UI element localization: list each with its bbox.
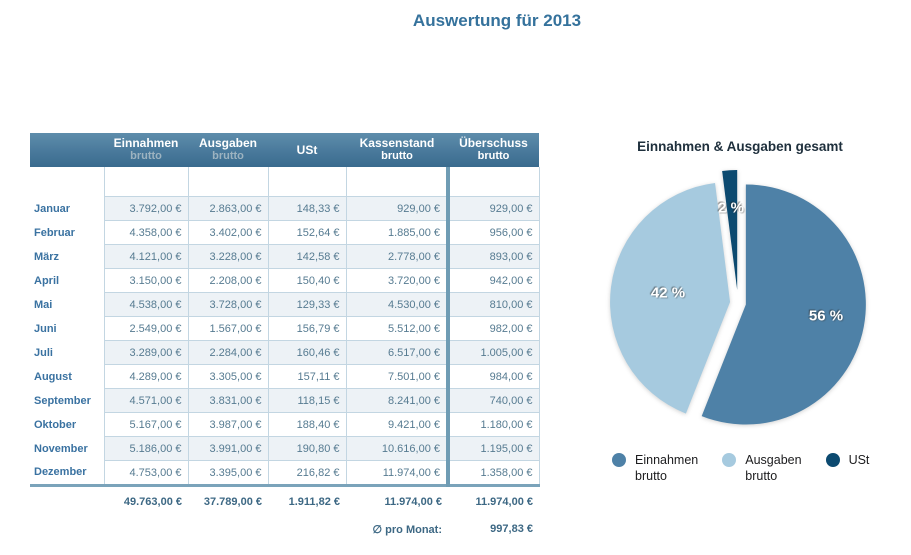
value-cell: 216,82 € (268, 461, 346, 486)
value-cell: 11.974,00 € (346, 461, 448, 486)
value-cell: 3.289,00 € (104, 341, 188, 365)
total-cell: 37.789,00 € (188, 486, 268, 518)
value-cell: 4.358,00 € (104, 221, 188, 245)
table-header-row (30, 133, 539, 167)
column-subheader: brutto (477, 150, 510, 162)
value-cell: 6.517,00 € (346, 341, 448, 365)
data-table (30, 133, 540, 541)
pie-slice-label: 56 % (808, 307, 844, 325)
value-cell: 2.208,00 € (188, 269, 268, 293)
month-label: November (30, 437, 104, 461)
value-cell: 9.421,00 € (346, 413, 448, 437)
pie-chart (595, 158, 895, 458)
table-row (30, 197, 539, 221)
value-cell: 5.167,00 € (104, 413, 188, 437)
value-cell: 929,00 € (346, 197, 448, 221)
value-cell: 156,79 € (268, 317, 346, 341)
table-row (30, 221, 539, 245)
average-value: 997,83 € (448, 517, 539, 541)
value-cell: 3.150,00 € (104, 269, 188, 293)
value-cell: 1.180,00 € (448, 413, 539, 437)
value-cell: 160,46 € (268, 341, 346, 365)
total-cell: 1.911,82 € (268, 486, 346, 518)
value-cell: 190,80 € (268, 437, 346, 461)
legend-item (722, 452, 801, 484)
value-cell: 118,15 € (268, 389, 346, 413)
monthly-report-table (30, 133, 540, 541)
value-cell: 5.186,00 € (104, 437, 188, 461)
value-cell: 3.728,00 € (188, 293, 268, 317)
column-subheader: brutto (381, 150, 413, 162)
pie-slice-label: 2 % (718, 199, 744, 217)
legend-color-dot (722, 453, 736, 467)
value-cell: 142,58 € (268, 245, 346, 269)
value-cell: 2.863,00 € (188, 197, 268, 221)
column-subheader: brutto (130, 150, 162, 162)
value-cell: 1.195,00 € (448, 437, 539, 461)
value-cell: 10.616,00 € (346, 437, 448, 461)
legend-item (612, 452, 698, 484)
value-cell: 3.402,00 € (188, 221, 268, 245)
month-label: Januar (30, 197, 104, 221)
table-row (30, 317, 539, 341)
legend-label: Einnahmen brutto (635, 453, 699, 483)
value-cell: 1.005,00 € (448, 341, 539, 365)
value-cell: 4.571,00 € (104, 389, 188, 413)
table-row (30, 341, 539, 365)
month-label: Juni (30, 317, 104, 341)
value-cell: 3.305,00 € (188, 365, 268, 389)
column-header-ust: USt (268, 133, 346, 167)
month-label: Februar (30, 221, 104, 245)
total-cell: 11.974,00 € (346, 486, 448, 518)
table-row (30, 365, 539, 389)
month-label: Dezember (30, 461, 104, 486)
column-header-überschuss: Überschuss brutto (448, 133, 539, 167)
month-label: April (30, 269, 104, 293)
table-row (30, 293, 539, 317)
value-cell: 4.121,00 € (104, 245, 188, 269)
value-cell: 148,33 € (268, 197, 346, 221)
legend-color-dot (612, 453, 626, 467)
value-cell: 1.358,00 € (448, 461, 539, 486)
column-header-kassenstand: Kassenstand brutto (346, 133, 448, 167)
value-cell: 2.549,00 € (104, 317, 188, 341)
month-label: Oktober (30, 413, 104, 437)
value-cell: 152,64 € (268, 221, 346, 245)
value-cell: 7.501,00 € (346, 365, 448, 389)
column-subheader: brutto (212, 150, 244, 162)
average-label: ∅ pro Monat: (346, 517, 448, 541)
value-cell: 929,00 € (448, 197, 539, 221)
value-cell: 982,00 € (448, 317, 539, 341)
column-header-einnahmen: Einnahmen brutto (104, 133, 188, 167)
column-header-ausgaben: Ausgaben brutto (188, 133, 268, 167)
average-row (30, 517, 539, 541)
legend-label: USt (848, 453, 870, 467)
value-cell: 2.284,00 € (188, 341, 268, 365)
value-cell: 129,33 € (268, 293, 346, 317)
value-cell: 157,11 € (268, 365, 346, 389)
value-cell: 4.530,00 € (346, 293, 448, 317)
value-cell: 3.792,00 € (104, 197, 188, 221)
month-label: September (30, 389, 104, 413)
value-cell: 893,00 € (448, 245, 539, 269)
value-cell: 188,40 € (268, 413, 346, 437)
totals-row (30, 486, 539, 518)
value-cell: 4.538,00 € (104, 293, 188, 317)
chart-title: Einnahmen & Ausgaben gesamt (637, 139, 843, 154)
value-cell: 5.512,00 € (346, 317, 448, 341)
pie-slice-label: 42 % (650, 284, 686, 302)
month-label: März (30, 245, 104, 269)
value-cell: 942,00 € (448, 269, 539, 293)
value-cell: 984,00 € (448, 365, 539, 389)
value-cell: 810,00 € (448, 293, 539, 317)
value-cell: 1.567,00 € (188, 317, 268, 341)
value-cell: 8.241,00 € (346, 389, 448, 413)
spacer-row (30, 167, 539, 197)
value-cell: 3.228,00 € (188, 245, 268, 269)
value-cell: 740,00 € (448, 389, 539, 413)
month-label: August (30, 365, 104, 389)
value-cell: 3.395,00 € (188, 461, 268, 486)
table-row (30, 269, 539, 293)
total-cell: 49.763,00 € (104, 486, 188, 518)
value-cell: 3.831,00 € (188, 389, 268, 413)
legend-label: Ausgaben brutto (745, 453, 802, 483)
value-cell: 4.753,00 € (104, 461, 188, 486)
chart-legend (612, 452, 869, 484)
value-cell: 3.720,00 € (346, 269, 448, 293)
table-row (30, 461, 539, 486)
value-cell: 4.289,00 € (104, 365, 188, 389)
month-label: Mai (30, 293, 104, 317)
table-row (30, 245, 539, 269)
value-cell: 2.778,00 € (346, 245, 448, 269)
total-cell: 11.974,00 € (448, 486, 539, 518)
value-cell: 3.987,00 € (188, 413, 268, 437)
value-cell: 1.885,00 € (346, 221, 448, 245)
table-row (30, 437, 539, 461)
page-title: Auswertung für 2013 (412, 11, 582, 30)
value-cell: 956,00 € (448, 221, 539, 245)
legend-color-dot (826, 453, 840, 467)
month-column-header (30, 133, 104, 167)
value-cell: 150,40 € (268, 269, 346, 293)
value-cell: 3.991,00 € (188, 437, 268, 461)
legend-item (826, 452, 870, 484)
table-row (30, 413, 539, 437)
table-row (30, 389, 539, 413)
month-label: Juli (30, 341, 104, 365)
